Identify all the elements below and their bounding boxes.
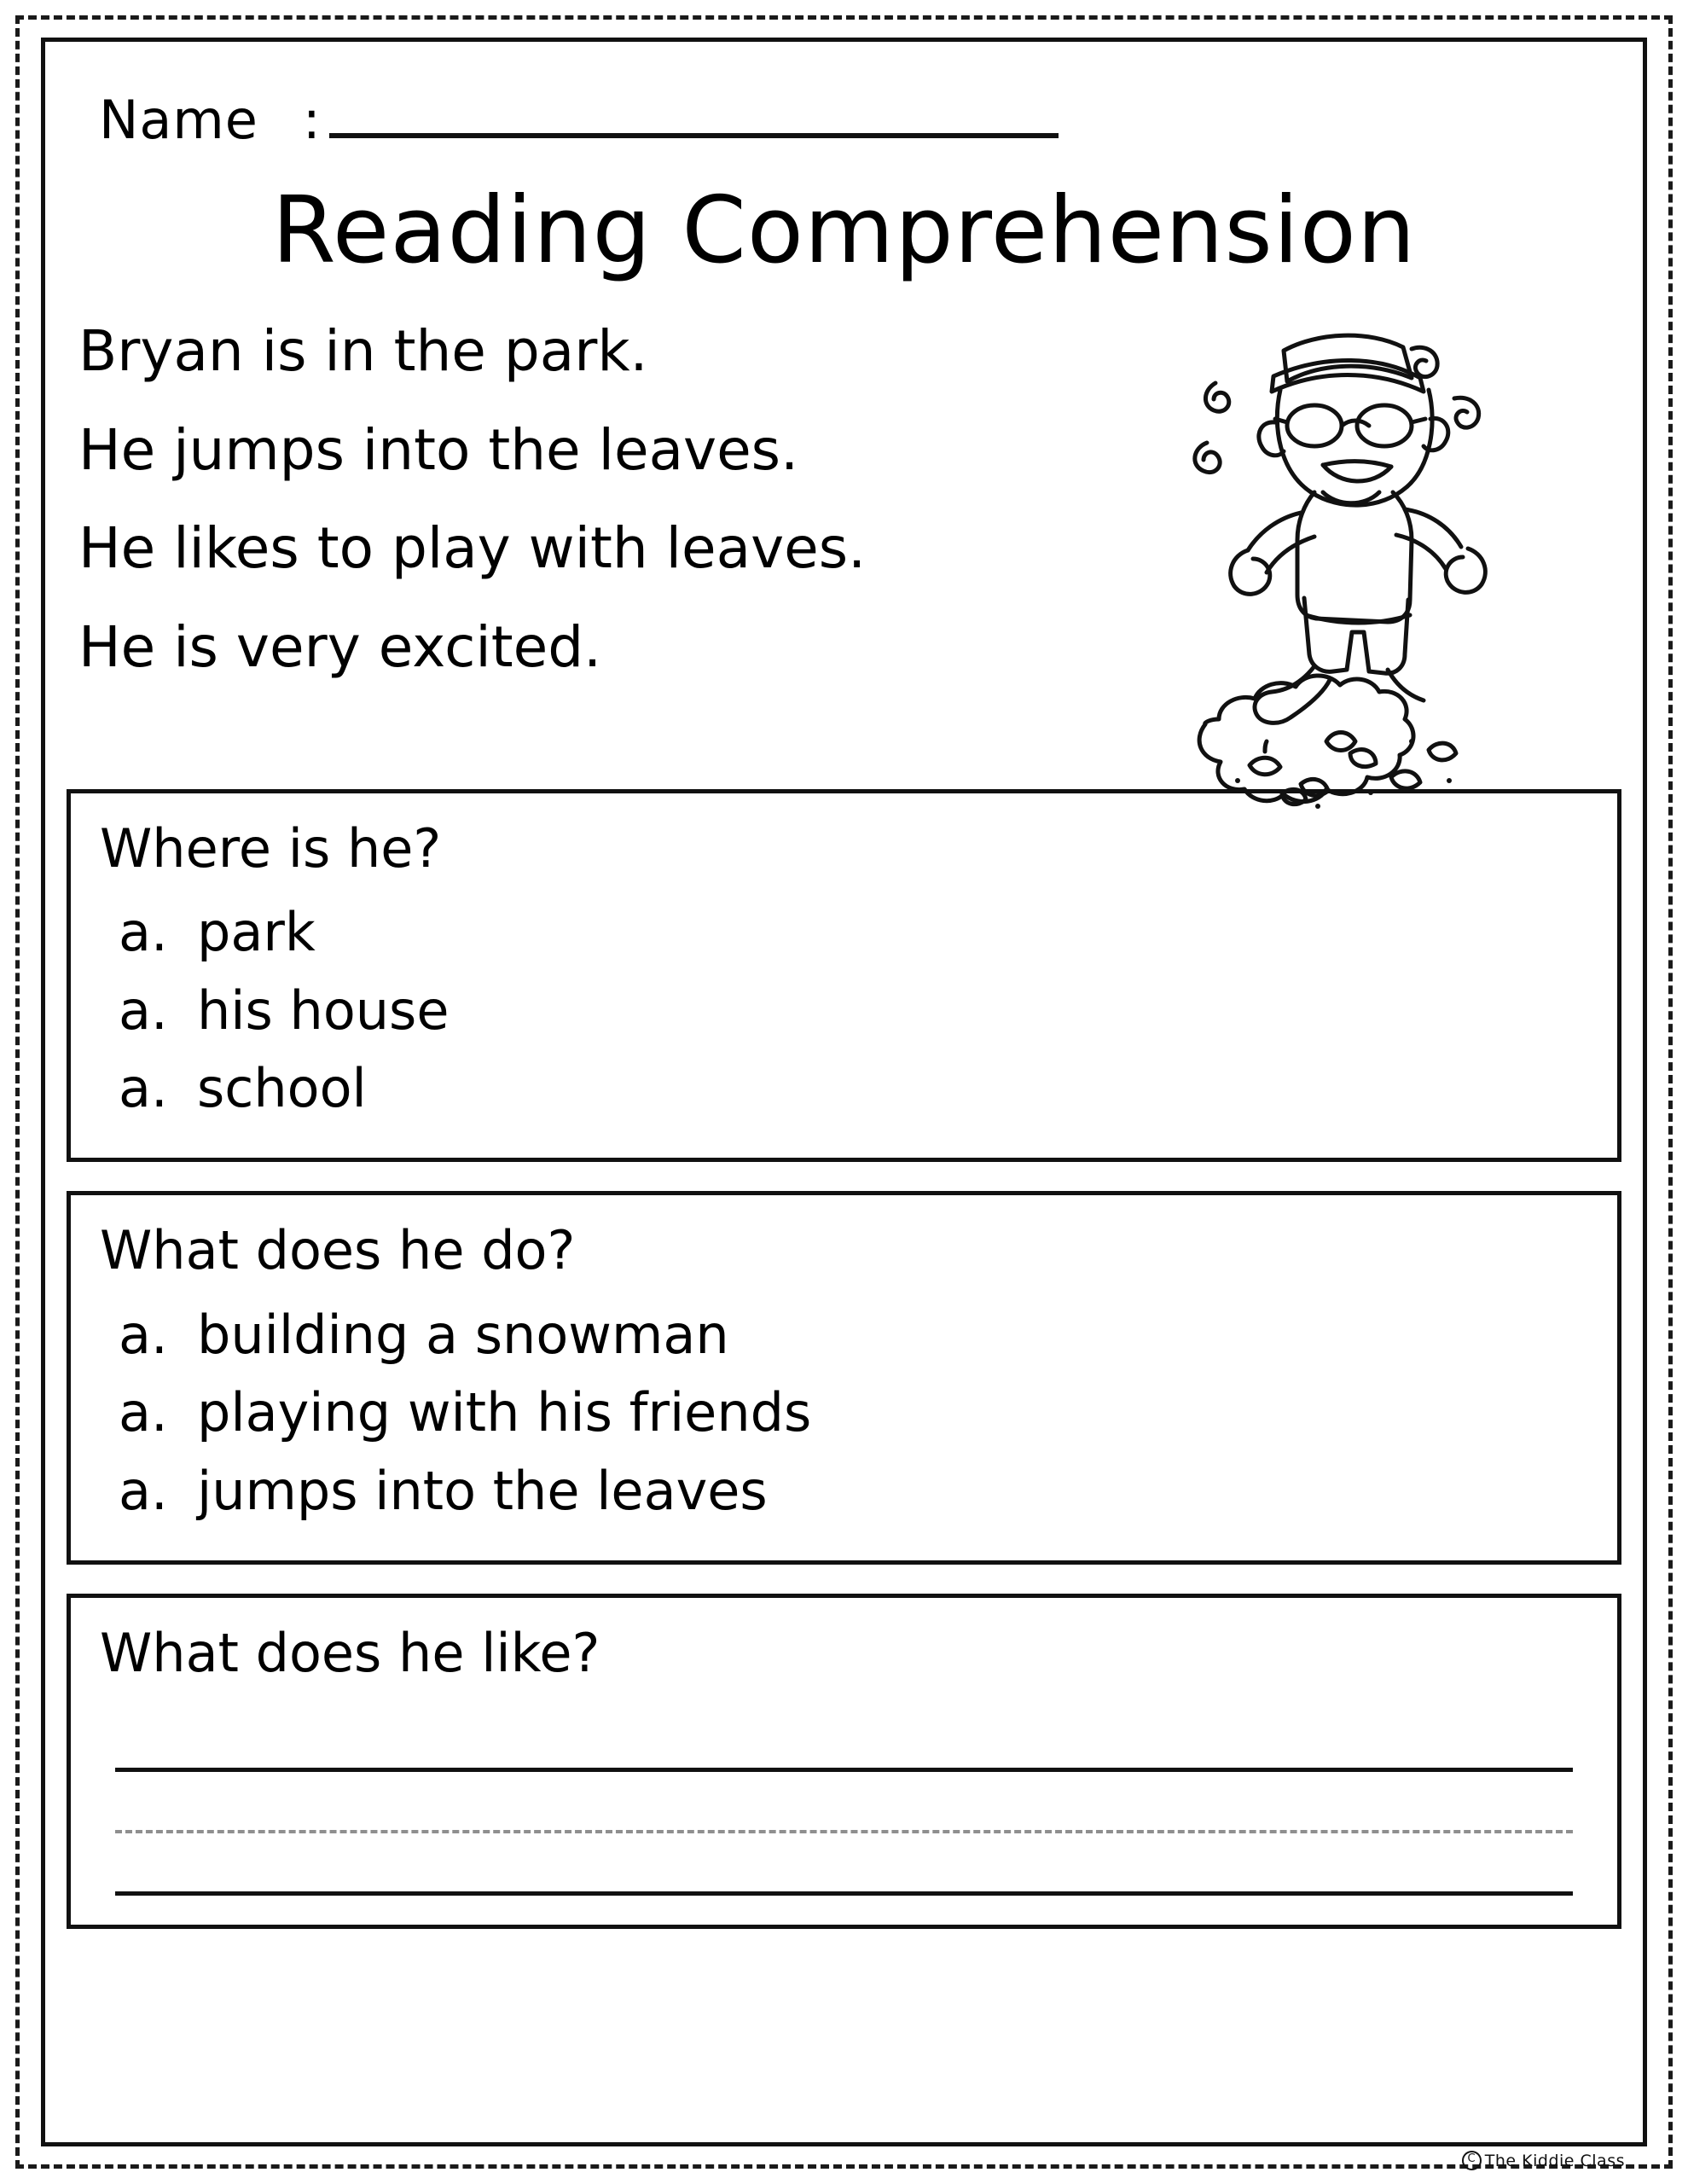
story-line: He jumps into the leaves. (78, 416, 799, 483)
story-text (67, 311, 1213, 688)
question-box-1 (67, 789, 1621, 1163)
choice-text: jumps into the leaves (197, 1459, 768, 1522)
choice-option[interactable] (100, 1054, 1588, 1122)
name-row (67, 51, 1621, 151)
choice-text: park (197, 901, 316, 964)
story-line: He likes to play with leaves. (78, 515, 867, 582)
name-colon: : (302, 89, 321, 151)
answer-line-1[interactable] (115, 1710, 1573, 1772)
choice-text: building a snowman (197, 1303, 729, 1366)
question-prompt: What does he do? (100, 1219, 576, 1282)
choice-letter: a. (119, 979, 168, 1042)
answer-writing-lines (100, 1710, 1588, 1896)
name-label: Name (99, 89, 258, 151)
question-prompt: Where is he? (100, 816, 442, 880)
page-title: Reading Comprehension (271, 177, 1417, 284)
boy-jumping-into-leaves-illustration (1156, 298, 1633, 810)
copyright-icon: C (1462, 2151, 1482, 2170)
choice-letter: a. (119, 1381, 168, 1444)
choice-text: school (197, 1057, 367, 1120)
open-question-box (67, 1594, 1621, 1930)
choice-letter: a. (119, 1303, 168, 1366)
answer-line-2[interactable] (115, 1833, 1573, 1896)
choice-option[interactable] (100, 1379, 1588, 1446)
credit-watermark (1462, 2151, 1625, 2170)
worksheet-content (67, 51, 1621, 2133)
choice-letter: a. (119, 901, 168, 964)
choice-option[interactable] (100, 1301, 1588, 1368)
answer-guide-line (115, 1772, 1573, 1833)
choice-text: his house (197, 979, 450, 1042)
name-input-line[interactable] (329, 123, 1059, 138)
choice-text: playing with his friends (197, 1381, 812, 1444)
credit-text: The Kiddie Class (1484, 2151, 1625, 2170)
story-line: He is very excited. (78, 613, 602, 680)
question-box-2 (67, 1191, 1621, 1565)
choice-letter: a. (119, 1057, 168, 1120)
choice-letter: a. (119, 1459, 168, 1522)
choice-option[interactable] (100, 1457, 1588, 1525)
choice-option[interactable] (100, 898, 1588, 966)
question-prompt: What does he like? (100, 1621, 600, 1684)
story-line: Bryan is in the park. (78, 317, 648, 384)
choice-option[interactable] (100, 977, 1588, 1044)
story-block (67, 311, 1621, 789)
